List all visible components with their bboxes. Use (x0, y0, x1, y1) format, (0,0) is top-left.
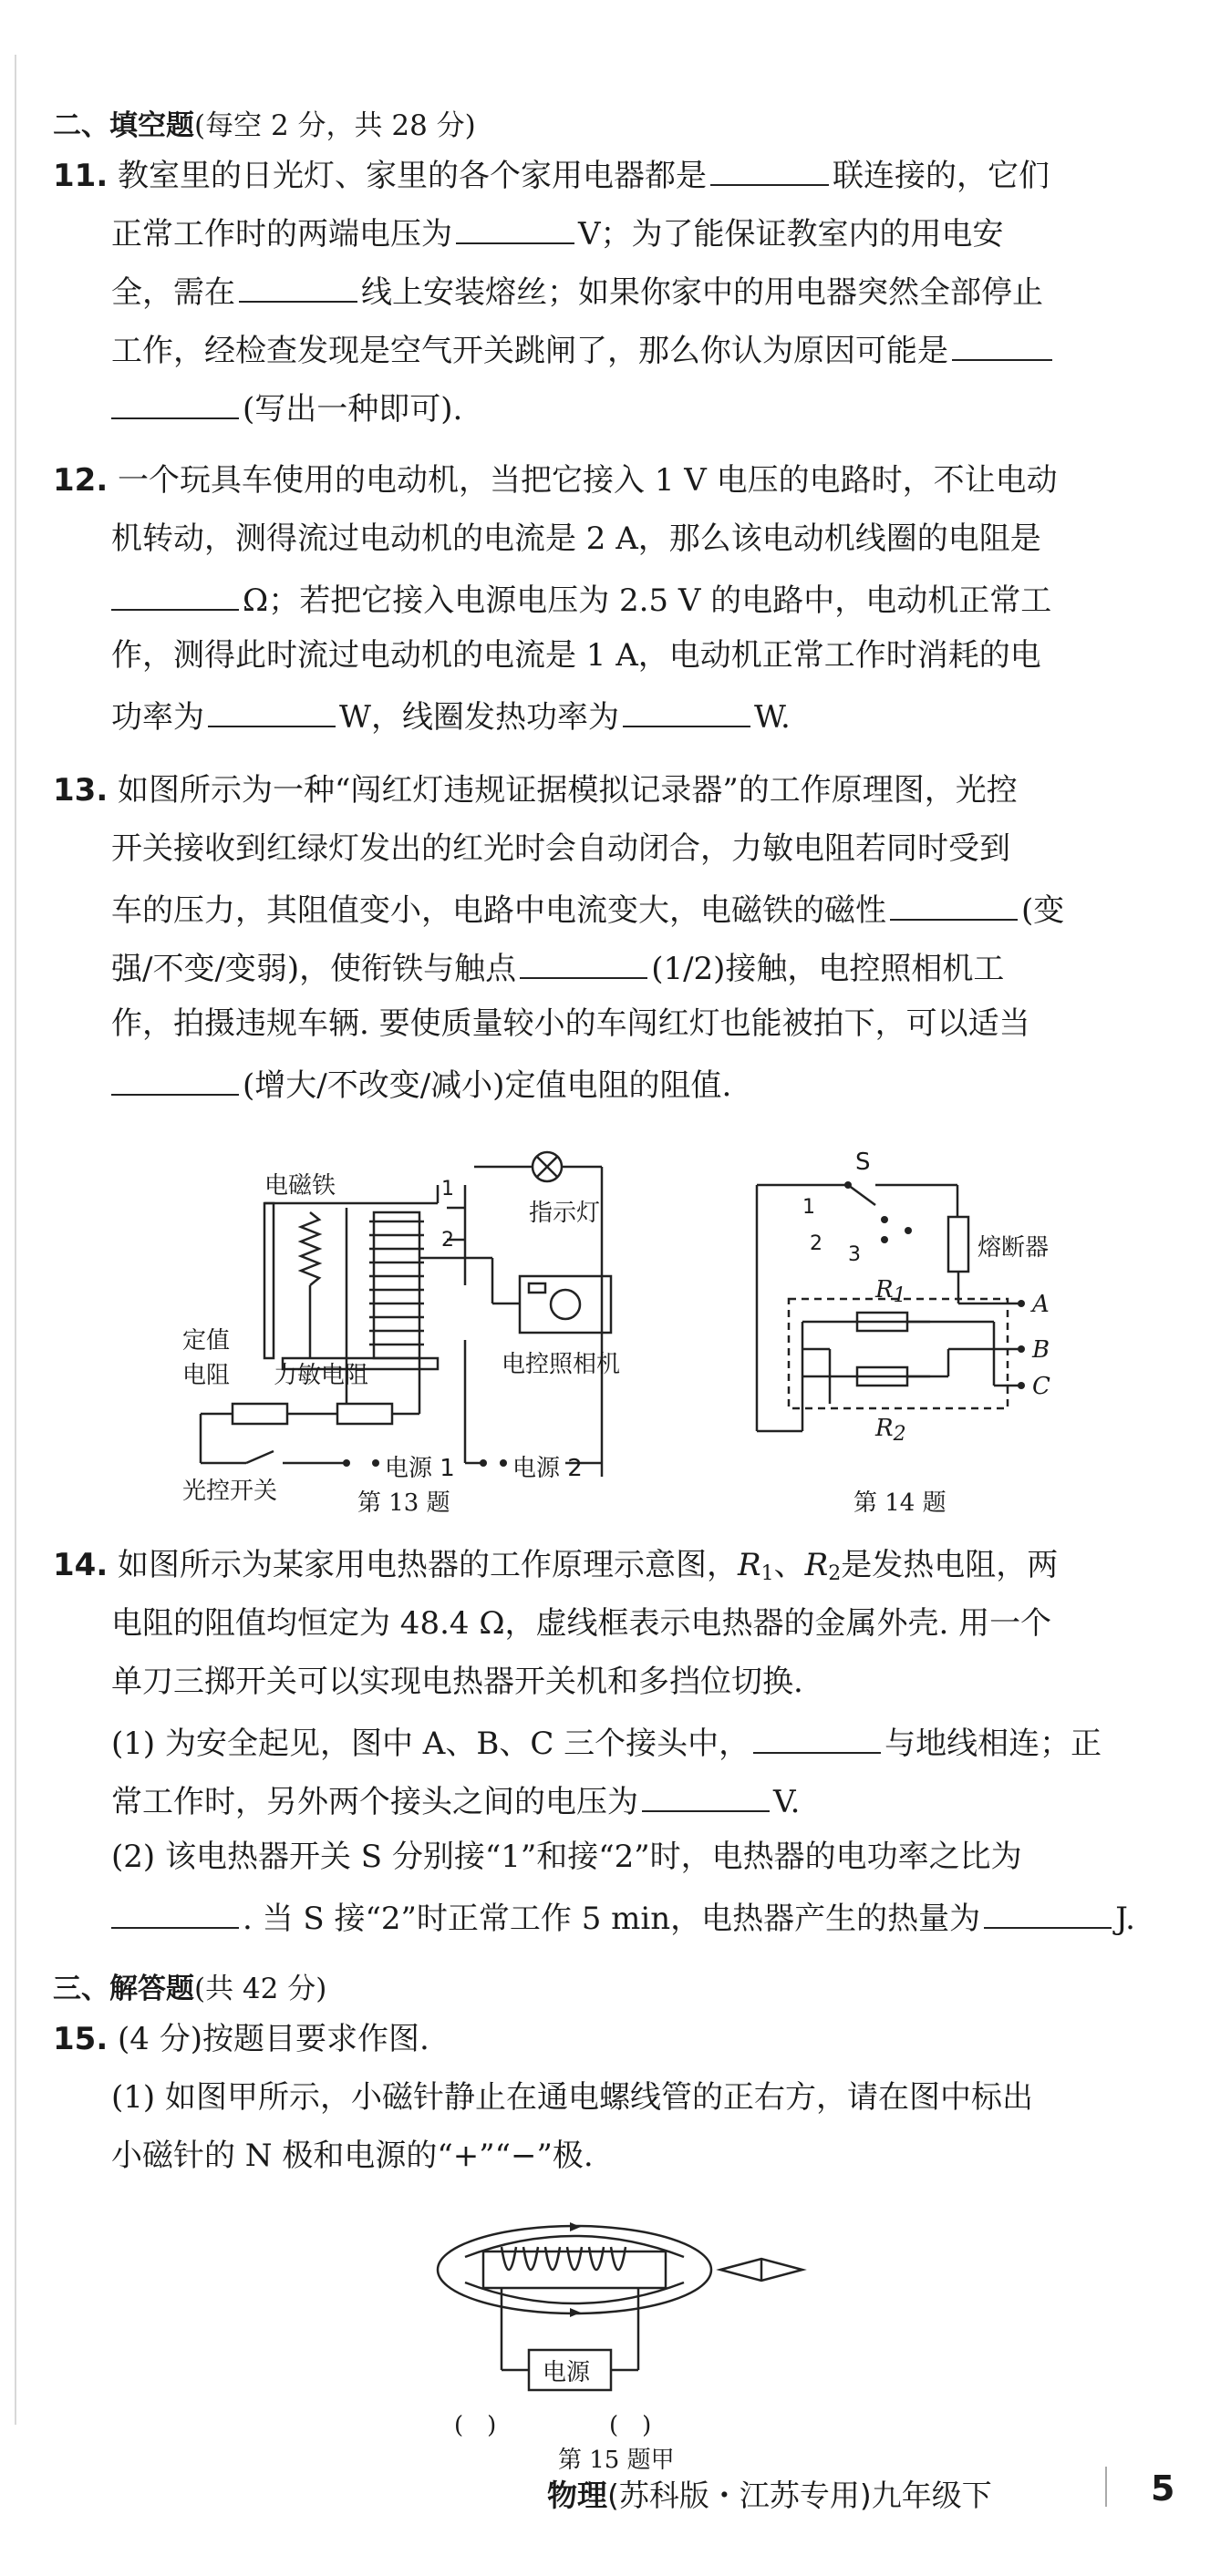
text: 一个玩具车使用的电动机，当把它接入 1 V 电压的电路时，不让电动 (118, 462, 1058, 499)
text: (变 (1021, 892, 1065, 929)
label-switch-s: S (855, 1149, 871, 1176)
text: 电阻的阻值均恒定为 48.4 Ω，虚线框表示电热器的金属外壳. 用一个 (111, 1605, 1052, 1642)
text: 如图所示为某家用电热器的工作原理示意图， (118, 1547, 739, 1583)
text: 全，需在 (111, 274, 235, 311)
figure-14-caption: 第 14 题 (853, 1489, 947, 1517)
margin-line (15, 55, 16, 2425)
q11-line5 (111, 390, 463, 428)
answer-blank[interactable] (208, 698, 336, 727)
q13-line3 (111, 891, 1065, 929)
text: 工作，经检查发现是空气开关跳闸了，那么你认为原因可能是 (111, 333, 948, 369)
section-note: (共 42 分) (194, 1973, 327, 2005)
figure-15-caption: 第 15 题甲 (558, 2447, 675, 2474)
circuit-diagram-14 (748, 1130, 1076, 1477)
figure-15 (429, 2197, 830, 2406)
label-r1 (875, 1276, 906, 1307)
label-power-source: 电源 (543, 2359, 591, 2386)
r2-subscript: 2 (893, 1423, 906, 1446)
text: 小磁针的 N 极和电源的“+”“−”极. (111, 2138, 594, 2174)
footer-divider (1105, 2467, 1107, 2507)
answer-blank[interactable] (753, 1725, 881, 1754)
text: 单刀三掷开关可以实现电热器开关机和多挡位切换. (111, 1664, 803, 1700)
answer-blank[interactable] (239, 273, 357, 303)
spring (301, 1212, 319, 1285)
section-note: (每空 2 分，共 28 分) (194, 109, 476, 142)
arrow-icon (570, 2308, 581, 2317)
label-electromagnet: 电磁铁 (264, 1172, 336, 1200)
text: 功率为 (111, 699, 204, 736)
text: Ω；若把它接入电源电压为 2.5 V 的电路中，电动机正常工 (243, 582, 1052, 619)
footer-subject: 物理 (547, 2478, 607, 2513)
text: W，线圈发热功率为 (339, 699, 619, 736)
text: 正常工作时的两端电压为 (111, 216, 452, 252)
q15-line3 (111, 2138, 594, 2174)
label-fixed-res-1: 定值 (182, 1327, 231, 1355)
text: 机转动，测得流过电动机的电流是 2 A，那么该电动机线圈的电阻是 (111, 520, 1041, 557)
r1-symbol: R (875, 1276, 894, 1303)
figure-14 (748, 1130, 1076, 1477)
text: 常工作时，另外两个接头之间的电压为 (111, 1784, 638, 1820)
label-camera: 电控照相机 (502, 1351, 621, 1378)
q14-line5 (111, 1783, 800, 1818)
question-number: 13. (53, 772, 109, 809)
text: (1) 如图甲所示，小磁针静止在通电螺线管的正右方，请在图中标出 (111, 2079, 1033, 2116)
q11-line2 (111, 215, 1004, 250)
label-terminal-c: C (1032, 1373, 1050, 1400)
answer-blank[interactable] (984, 1900, 1112, 1929)
fuse (948, 1217, 968, 1272)
q14-line6 (111, 1839, 1022, 1875)
text: 作，测得此时流过电动机的电流是 1 A，电动机正常工作时消耗的电 (111, 637, 1041, 674)
q15-line1 (53, 2021, 429, 2057)
answer-blank[interactable] (710, 157, 829, 186)
q11-line1 (53, 157, 1050, 194)
label-fixed-res-2: 电阻 (182, 1362, 231, 1389)
text: W. (753, 699, 791, 736)
q12-line1 (53, 462, 1058, 499)
text: J. (1115, 1901, 1135, 1937)
q12-line3 (111, 582, 1052, 619)
text: . 当 S 接“2”时正常工作 5 min，电热器产生的热量为 (243, 1901, 981, 1937)
answer-blank[interactable] (890, 891, 1018, 921)
field-line-top (465, 2236, 684, 2257)
label-terminal-3: 3 (848, 1243, 861, 1266)
q13-line4 (111, 950, 1005, 987)
question-number: 11. (53, 158, 109, 194)
subscript: 1 (760, 1562, 774, 1585)
answer-blank[interactable] (111, 1066, 239, 1096)
q14-line7 (111, 1900, 1135, 1937)
text: 开关接收到红绿灯发出的红光时会自动闭合，力敏电阻若同时受到 (111, 830, 1010, 867)
q13-line5 (111, 1005, 1030, 1042)
text: 与地线相连；正 (884, 1726, 1102, 1762)
label-force-res: 力敏电阻 (274, 1362, 369, 1389)
light-switch-lever (246, 1451, 274, 1463)
q14-line3 (111, 1664, 803, 1700)
answer-blank[interactable] (111, 582, 239, 611)
answer-blank[interactable] (456, 215, 574, 244)
q11-line4 (111, 332, 1056, 369)
label-terminal-b: B (1032, 1336, 1050, 1364)
section-heading-answer (53, 1965, 326, 2006)
section-title: 二、填空题 (53, 109, 194, 142)
q12-line5 (111, 698, 791, 736)
footer-edition: (苏科版・江苏专用)九年级下 (607, 2478, 992, 2513)
section-title: 三、解答题 (53, 1973, 194, 2005)
camera-body (520, 1276, 611, 1333)
q14-line2 (111, 1605, 1052, 1642)
text: 车的压力，其阻值变小，电路中电流变大，电磁铁的磁性 (111, 892, 886, 929)
page-number: 5 (1151, 2468, 1175, 2509)
label-terminal-1: 1 (802, 1196, 815, 1219)
label-terminal-a: A (1032, 1291, 1050, 1318)
fixed-resistor (233, 1404, 287, 1424)
text: 作，拍摄违规车辆. 要使质量较小的车闯红灯也能被拍下，可以适当 (111, 1005, 1030, 1042)
answer-blank[interactable] (952, 332, 1052, 361)
text: 如图所示为一种“闯红灯违规证据模拟记录器”的工作原理图，光控 (118, 772, 1018, 809)
question-number: 12. (53, 462, 109, 499)
label-terminal-2: 2 (810, 1232, 822, 1255)
metal-casing (789, 1299, 1008, 1408)
text: 联连接的，它们 (833, 158, 1050, 194)
q13-line1 (53, 772, 1018, 809)
label-source-2: 电源 2 (512, 1455, 583, 1482)
text: (1) 为安全起见，图中 A、B、C 三个接头中， (111, 1726, 750, 1762)
circuit-diagram-13 (164, 1130, 675, 1477)
r2-symbol: R (875, 1415, 894, 1442)
paren-right: ( ) (609, 2412, 652, 2439)
label-indicator: 指示灯 (529, 1200, 601, 1227)
label-source-1: 电源 1 (385, 1455, 455, 1482)
q13-line6 (111, 1066, 732, 1104)
q15-line2 (111, 2079, 1033, 2116)
text: 是发热电阻，两 (841, 1547, 1059, 1583)
text: 教室里的日光灯、家里的各个家用电器都是 (118, 158, 708, 194)
q12-line2 (111, 520, 1041, 557)
text: 强/不变/变弱)，使衔铁与触点 (111, 951, 517, 987)
text: 线上安装熔丝；如果你家中的用电器突然全部停止 (361, 274, 1043, 311)
answer-blank[interactable] (642, 1783, 770, 1812)
r1-symbol: R (738, 1547, 761, 1583)
r2-symbol: R (804, 1547, 829, 1583)
q14-line1 (53, 1547, 1059, 1585)
answer-blank[interactable] (111, 1900, 239, 1929)
q11-line3 (111, 273, 1043, 311)
text: V；为了能保证教室内的用电安 (578, 216, 1004, 252)
text: (4 分)按题目要求作图. (118, 2021, 429, 2057)
answer-blank[interactable] (111, 390, 239, 419)
field-line-bottom (465, 2282, 684, 2303)
figure-13-caption: 第 13 题 (357, 1489, 450, 1517)
q14-line4 (111, 1725, 1102, 1762)
label-contact-2: 2 (441, 1229, 454, 1252)
paren-left: ( ) (454, 2412, 497, 2439)
arrow-icon (570, 2222, 581, 2231)
section-heading-fill-blank (53, 102, 476, 143)
text: (1/2)接触，电控照相机工 (651, 951, 1005, 987)
text: (写出一种即可). (243, 391, 463, 428)
subscript: 2 (828, 1562, 842, 1585)
footer (547, 2472, 992, 2515)
q12-line4 (111, 637, 1041, 674)
force-sensitive-resistor (337, 1404, 392, 1424)
q13-line2 (111, 830, 1010, 867)
answer-blank[interactable] (623, 698, 750, 727)
label-r2 (875, 1415, 906, 1446)
text: (2) 该电热器开关 S 分别接“1”和接“2”时，电热器的电功率之比为 (111, 1839, 1022, 1875)
answer-blank[interactable] (520, 950, 647, 979)
question-number: 14. (53, 1547, 109, 1583)
solenoid-diagram (429, 2197, 830, 2406)
text: V. (773, 1784, 801, 1820)
question-number: 15. (53, 2021, 109, 2057)
label-light-switch: 光控开关 (182, 1478, 278, 1505)
label-fuse: 熔断器 (978, 1234, 1050, 1262)
r1-subscript: 1 (893, 1284, 906, 1307)
text: (增大/不改变/减小)定值电阻的阻值. (243, 1067, 732, 1104)
label-contact-1: 1 (441, 1178, 454, 1200)
iron-frame (264, 1203, 274, 1358)
text: 、 (773, 1547, 805, 1583)
